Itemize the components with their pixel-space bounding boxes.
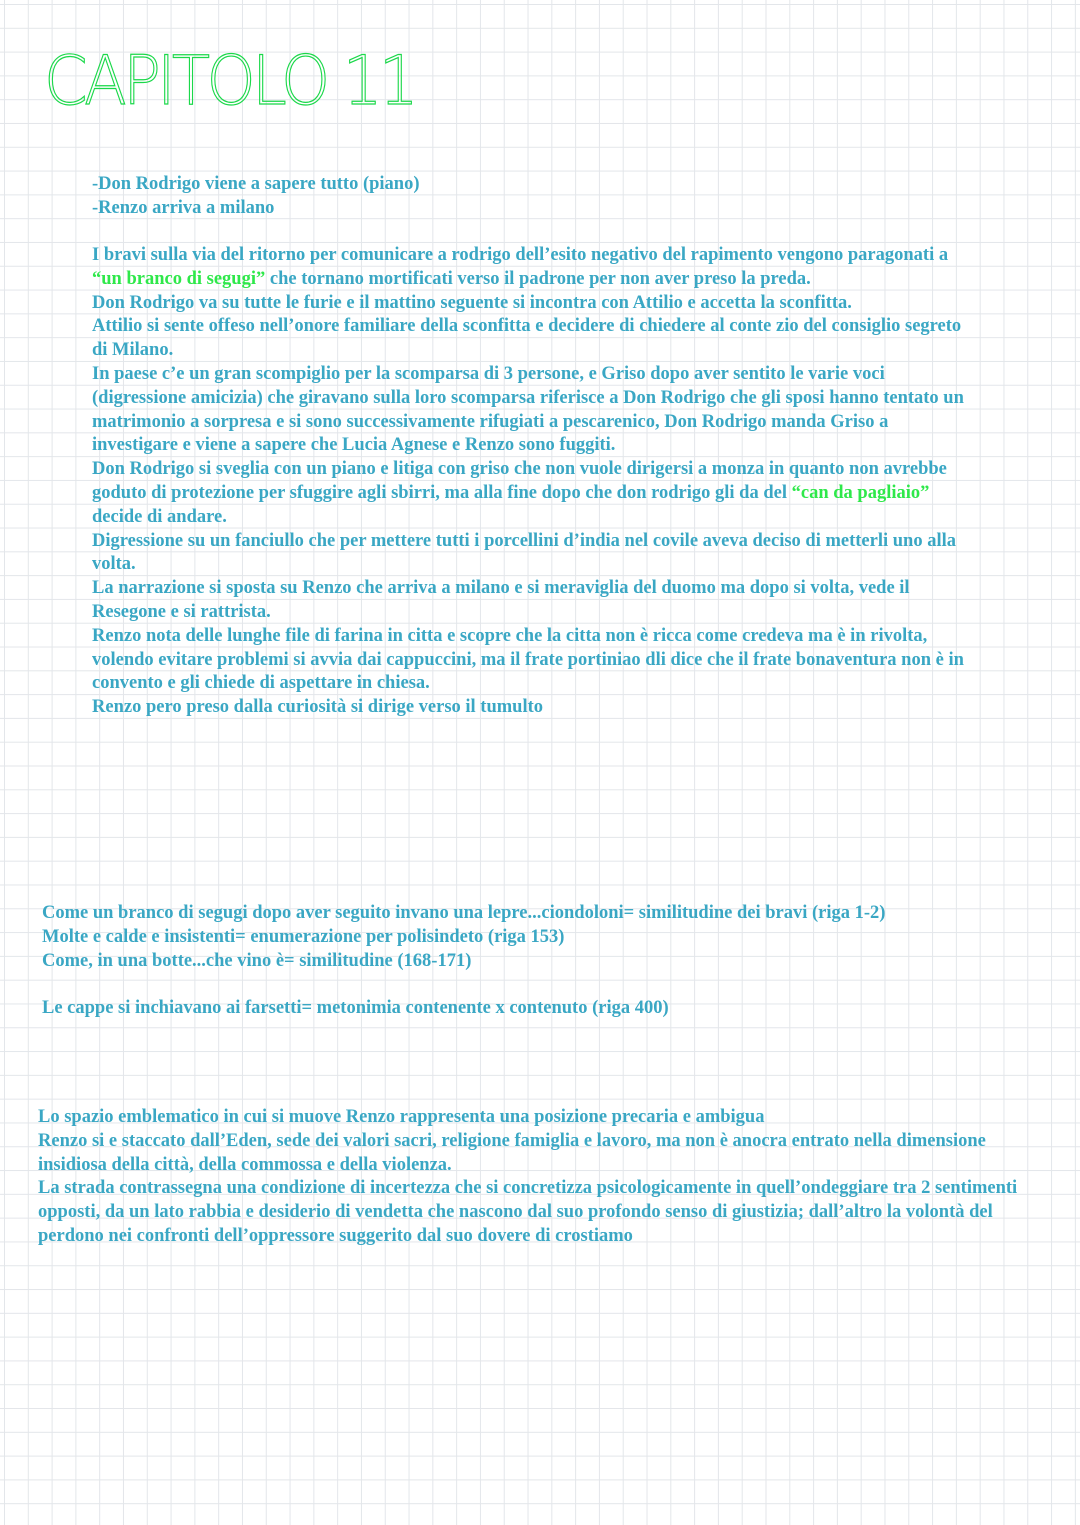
analysis-paragraph: Renzo si e staccato dall’Eden, sede dei valori sacri, religione famiglia e lavoro, ma non è anocra entrato nella dimensione insidiosa della città, della commossa e della violenza. [38, 1130, 986, 1175]
spacer [42, 973, 1042, 997]
figure-line: Come un branco di segugi dopo aver seguito invano una lepre...ciondoloni= similitudine dei bravi (riga 1-2) [42, 903, 886, 923]
figure-line: Molte e calde e insistenti= enumerazione per polisindeto (riga 153) [42, 926, 565, 947]
highlight-quote: “un branco di segugi” [92, 268, 266, 289]
summary-paragraph: Renzo pero preso dalla curiosità si dirige verso il tumulto [92, 697, 544, 718]
summary-paragraph: Digressione su un fanciullo che per mettere tutti i porcellini d’india nel covile aveva deciso di metterli uno alla volta. [92, 530, 956, 575]
summary-paragraph: Attilio si sente offeso nell’onore familiare della sconfitta e decidere di chiedere al conte zio del consiglio segreto di Milano. [92, 316, 962, 361]
summary-text: che tornano mortificati verso il padrone per non aver preso la preda. [265, 268, 811, 289]
analysis-block [38, 1106, 1048, 1249]
summary-paragraph [92, 458, 972, 529]
summary-paragraph: In paese c’e un gran scompiglio per la scomparsa di 3 persone, e Griso dopo aver sentito le varie voci (digressione amicizia) che giravano sulla loro scomparsa riferisce a Don Rodrigo che gli sposi hanno tentato un matrimonio a sorpresa e si sono successivamente rifugiati a pescarenico, Don Rodrigo manda Griso a investigare e viene a sapere che Lucia Agnese e Renzo sono fuggiti. [92, 363, 964, 456]
summary-block [92, 244, 972, 720]
summary-paragraph [92, 244, 972, 292]
highlight-quote: “can da pagliaio” [791, 482, 930, 503]
page-title: CAPITOLO 11 [44, 42, 415, 121]
summary-paragraph: Renzo nota delle lunghe file di farina in citta e scopre che la citta non è ricca come credeva ma è in rivolta, volendo evitare problemi si avvia dai cappuccini, ma il frate portiniao dli dice che il frate bonaventura non è in convento e gli chiede di aspettare in chiesa. [92, 625, 964, 694]
figure-line: Come, in una botte...che vino è= similitudine (168-171) [42, 950, 472, 971]
analysis-paragraph: La strada contrassegna una condizione di incertezza che si concretizza psicologicamente in quell’ondeggiare tra 2 sentimenti opposti, da un lato rabbia e desiderio di vendetta che nascono dal suo profondo senso di giustizia; dall’altro la volontà del perdono nei confronti dell’oppressore suggerito dal suo dovere di crostiamo [38, 1178, 1018, 1246]
analysis-paragraph: Lo spazio emblematico in cui si muove Renzo rappresenta una posizione precaria e ambigua [38, 1107, 765, 1127]
summary-paragraph: La narrazione si sposta su Renzo che arriva a milano e si meraviglia del duomo ma dopo si volta, vede il Resegone e si rattrista. [92, 578, 910, 622]
summary-paragraph: Don Rodrigo va su tutte le furie e il mattino seguente si incontra con Attilio e accetta la sconfitta. [92, 292, 852, 313]
intro-block [92, 173, 972, 221]
summary-text: decide di andare. [92, 506, 227, 527]
summary-text: I bravi sulla via del ritorno per comunicare a rodrigo dell’esito negativo del rapimento vengono paragonati a [92, 245, 949, 265]
rhetorical-figures-block [42, 902, 1042, 1021]
figure-line: Le cappe si inchiavano ai farsetti= metonimia contenente x contenuto (riga 400) [42, 998, 669, 1019]
intro-line: -Don Rodrigo viene a sapere tutto (piano) [92, 174, 420, 194]
intro-line: -Renzo arriva a milano [92, 197, 275, 218]
summary-text: Don Rodrigo si sveglia con un piano e litiga con griso che non vuole dirigersi a monza in quanto non avrebbe goduto di protezione per sfuggire agli sbirri, ma alla fine dopo che don rodrigo gli da del [92, 459, 947, 503]
